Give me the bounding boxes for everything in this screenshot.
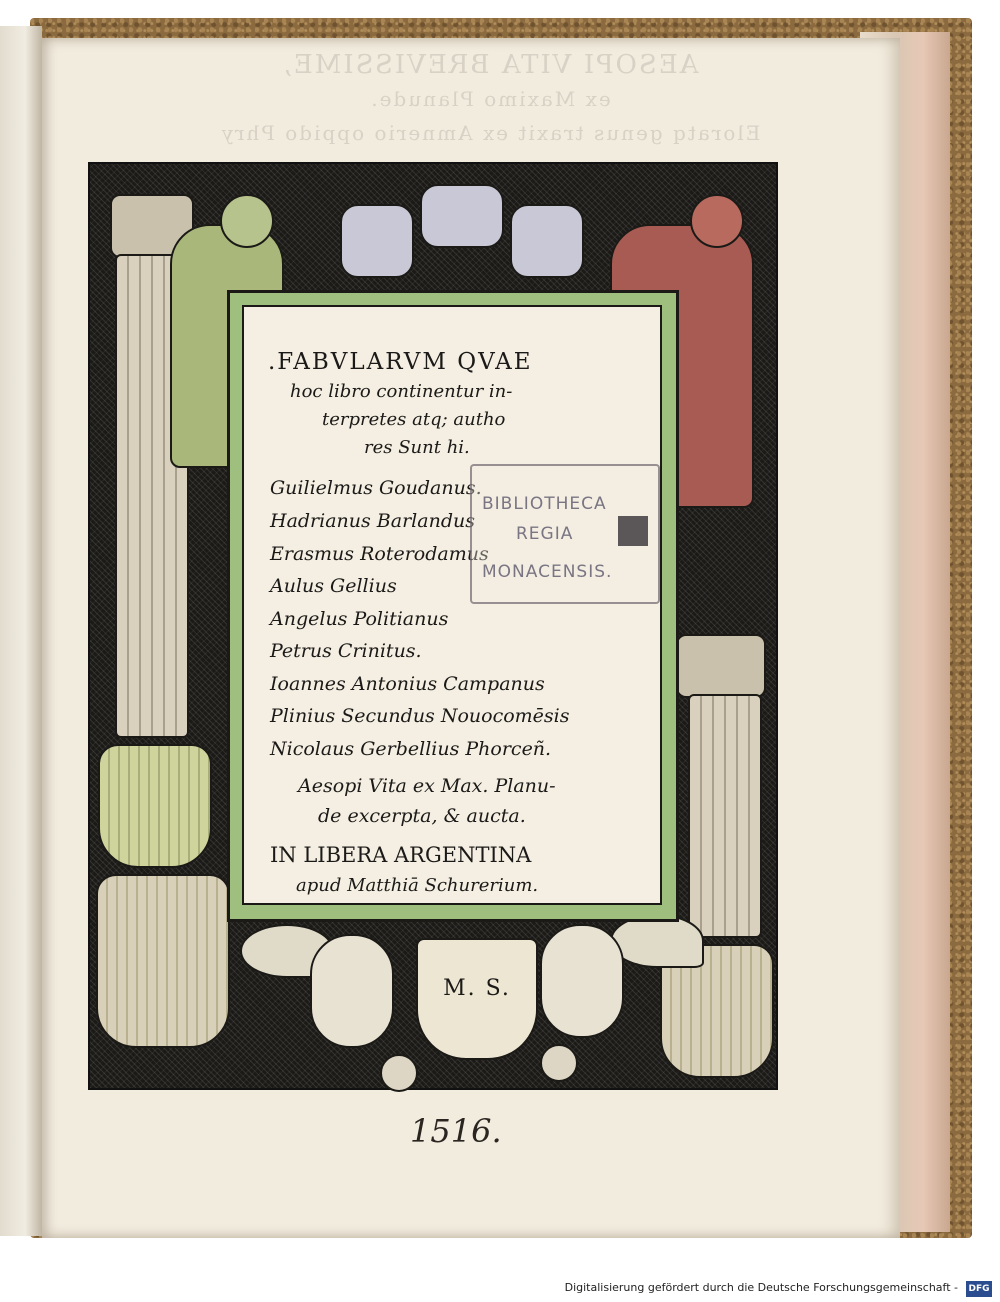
text-panel-border	[227, 290, 679, 922]
banner-scroll	[420, 184, 504, 248]
stamp-line: REGIA	[516, 524, 574, 544]
right-capital	[676, 634, 766, 698]
stamp-line: BIBLIOTHECA	[482, 494, 607, 514]
ghost-line: ex Maximo Planude.	[369, 87, 611, 111]
author-line: Guilielmus Goudanus.	[270, 477, 482, 499]
red-jester-head	[690, 194, 744, 248]
author-line: Nicolaus Gerbellius Phorceñ.	[270, 738, 552, 760]
title-line: hoc libro continentur in-	[290, 381, 513, 402]
ghost-line: Eloratq genus traxit ex Amnerio oppido Phry	[219, 121, 761, 145]
imprint-line: apud Matthiā Schurerium.	[296, 875, 539, 896]
digitization-credit: Digitalisierung gefördert durch die Deutsche Forschungsgemeinschaft -	[564, 1281, 958, 1294]
author-line: Petrus Crinitus.	[270, 640, 422, 662]
library-stamp	[470, 464, 660, 604]
printer-initials: M. S.	[443, 976, 511, 1001]
left-vase	[98, 744, 212, 868]
stamp-line: MONACENSIS.	[482, 562, 613, 582]
right-ball	[540, 1044, 578, 1082]
author-line: Hadrianus Barlandus	[270, 510, 475, 532]
title-line: .FABVLARVM QVAE	[268, 349, 533, 375]
printer-shield	[416, 938, 538, 1060]
author-line: Ioannes Antonius Campanus	[270, 673, 545, 695]
left-ball	[380, 1054, 418, 1092]
right-cherub	[540, 924, 624, 1038]
title-line: res Sunt hi.	[364, 437, 470, 458]
facing-page-edge	[0, 26, 42, 1236]
aesop-line: Aesopi Vita ex Max. Planu-	[298, 775, 556, 797]
author-line: Angelus Politianus	[270, 608, 449, 630]
left-base	[96, 874, 230, 1048]
text-panel	[242, 305, 662, 905]
banner-scroll	[510, 204, 584, 278]
handwritten-year: 1516.	[410, 1112, 502, 1150]
aesop-line: de excerpta, & aucta.	[318, 805, 526, 827]
dfg-logo-icon: DFG	[966, 1281, 992, 1297]
banner-scroll	[340, 204, 414, 278]
right-cherub-wing	[610, 914, 704, 968]
ghost-line: AESOPI VITA BREVISSIME,	[281, 50, 699, 80]
author-line: Aulus Gellius	[270, 575, 397, 597]
title-line: terpretes atq; autho	[322, 409, 506, 430]
left-cherub	[310, 934, 394, 1048]
author-line: Erasmus Roterodamus	[270, 543, 489, 565]
stamp-seal-mark	[618, 516, 648, 546]
green-jester-head	[220, 194, 274, 248]
right-column	[688, 694, 762, 938]
show-through-text	[150, 48, 830, 168]
imprint-line: IN LIBERA ARGENTINA	[270, 843, 532, 867]
author-line: Plinius Secundus Nouocomēsis	[270, 705, 570, 727]
